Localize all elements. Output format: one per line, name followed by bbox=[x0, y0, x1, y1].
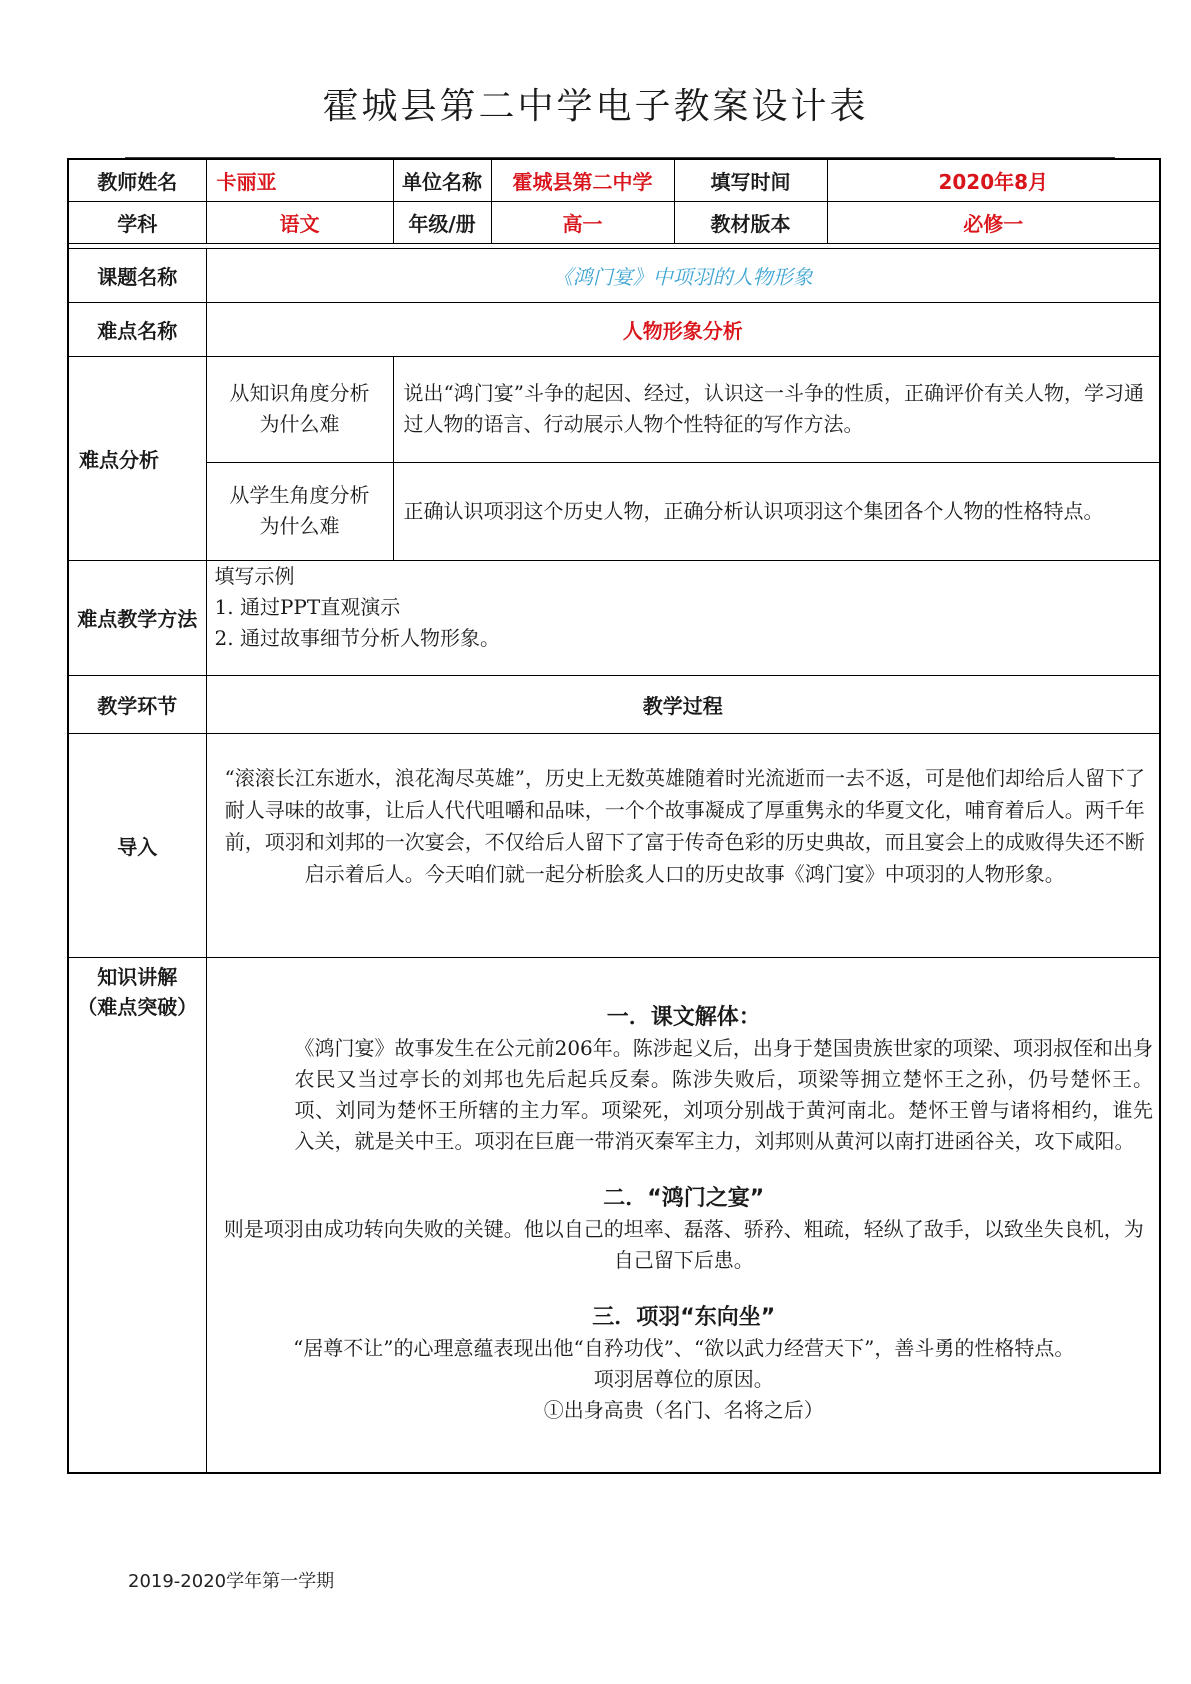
analysis-row-2 bbox=[68, 462, 1160, 560]
method-heading: 填写示例 bbox=[214, 563, 295, 588]
section-3-line2: 项羽居尊位的原因。 bbox=[593, 1366, 774, 1391]
time-value: 2020年8月 bbox=[827, 159, 1160, 201]
knowledge-label-line2: （难点突破） bbox=[77, 994, 198, 1019]
knowledge-angle-text: 说出“鸿门宴”斗争的起因、经过，认识这一斗争的性质，正确评价有关人物，学习通过人物的语言、行动展示人物个性特征的写作方法。 bbox=[393, 356, 1160, 462]
footer-semester: 2019-2020学年第一学期 bbox=[128, 1571, 335, 1592]
difficulty-label: 难点名称 bbox=[68, 302, 206, 356]
edition-value: 必修一 bbox=[827, 201, 1160, 243]
topic-label: 课题名称 bbox=[68, 248, 206, 302]
section-2-title: 二．“鸿门之宴” bbox=[603, 1185, 765, 1211]
header-row-1 bbox=[68, 159, 1160, 201]
knowledge-row bbox=[68, 957, 1160, 1473]
edition-label: 教材版本 bbox=[674, 201, 827, 243]
student-angle-label: 从学生角度分析为什么难 bbox=[206, 462, 393, 560]
page-title: 霍城县第二中学电子教案设计表 bbox=[322, 86, 869, 127]
grade-value: 高一 bbox=[491, 201, 674, 243]
unit-label: 单位名称 bbox=[393, 159, 491, 201]
teacher-label: 教师姓名 bbox=[68, 159, 206, 201]
section-3-line3: ①出身高贵（名门、名将之后） bbox=[543, 1397, 824, 1422]
process-header-row bbox=[68, 675, 1160, 733]
knowledge-content bbox=[206, 957, 1160, 1473]
method-item-2: 2. 通过故事细节分析人物形象。 bbox=[214, 625, 500, 650]
intro-label: 导入 bbox=[68, 733, 206, 957]
method-content bbox=[206, 560, 1160, 675]
student-angle-text: 正确认识项羽这个历史人物，正确分析认识项羽这个集团各个人物的性格特点。 bbox=[393, 462, 1160, 560]
method-item-1: 1. 通过PPT直观演示 bbox=[214, 594, 401, 619]
stage-label: 教学环节 bbox=[68, 675, 206, 733]
process-label: 教学过程 bbox=[206, 675, 1160, 733]
section-1-title: 一．课文解体： bbox=[606, 1004, 761, 1030]
grade-label: 年级/册 bbox=[393, 201, 491, 243]
difficulty-value: 人物形象分析 bbox=[206, 302, 1160, 356]
analysis-row-1 bbox=[68, 356, 1160, 462]
section-2-text: 则是项羽由成功转向失败的关键。他以自己的坦率、磊落、骄矜、粗疏，轻纵了敌手，以致坐失良机，为自己留下后患。 bbox=[223, 1216, 1144, 1272]
intro-row bbox=[68, 733, 1160, 957]
subject-label: 学科 bbox=[68, 201, 206, 243]
section-3-text: “居尊不让”的心理意蕴表现出他“自矜功伐”、“欲以武力经营天下”，善斗勇的性格特点。 bbox=[293, 1335, 1075, 1360]
knowledge-angle-label: 从知识角度分析为什么难 bbox=[206, 356, 393, 462]
method-label: 难点教学方法 bbox=[68, 560, 206, 675]
teacher-value: 卡丽亚 bbox=[206, 159, 393, 201]
analysis-label: 难点分析 bbox=[68, 356, 206, 560]
topic-value: 《鸿门宴》中项羽的人物形象 bbox=[206, 248, 1160, 302]
section-1-text: 《鸿门宴》故事发生在公元前206年。陈涉起义后，出身于楚国贵族世家的项梁、项羽叔侄和出身农民又当过亭长的刘邦也先后起兵反秦。陈涉失败后，项梁等拥立楚怀王之孙，仍号楚怀王。项、刘同为楚怀王所辖的主力军。项梁死，刘项分别战于黄河南北。楚怀王曾与诸将相约，谁先入关，就是关中王。项羽在巨鹿一带消灭秦军主力，刘邦则从黄河以南打进函谷关，攻下咸阳。 bbox=[294, 1035, 1153, 1153]
time-label: 填写时间 bbox=[674, 159, 827, 201]
intro-text: “滚滚长江东逝水，浪花淘尽英雄”，历史上无数英雄随着时光流逝而一去不返，可是他们却给后人留下了耐人寻味的故事，让后人代代咀嚼和品味，一个个故事凝成了厚重隽永的华夏文化，哺育着后人。两千年前，项羽和刘邦的一次宴会，不仅给后人留下了富于传奇色彩的历史典故，而且宴会上的成败得失还不断启示着后人。今天咱们就一起分析脍炙人口的历史故事《鸿门宴》中项羽的人物形象。 bbox=[206, 733, 1160, 957]
unit-value: 霍城县第二中学 bbox=[491, 159, 674, 201]
header-row-2 bbox=[68, 201, 1160, 243]
knowledge-label bbox=[68, 957, 206, 1473]
knowledge-label-line1: 知识讲解 bbox=[97, 964, 178, 989]
section-3-title: 三．项羽“东向坐” bbox=[592, 1304, 776, 1330]
topic-row bbox=[68, 248, 1160, 302]
method-row bbox=[68, 560, 1160, 675]
lesson-plan-table bbox=[67, 158, 1161, 1474]
subject-value: 语文 bbox=[206, 201, 393, 243]
difficulty-row bbox=[68, 302, 1160, 356]
